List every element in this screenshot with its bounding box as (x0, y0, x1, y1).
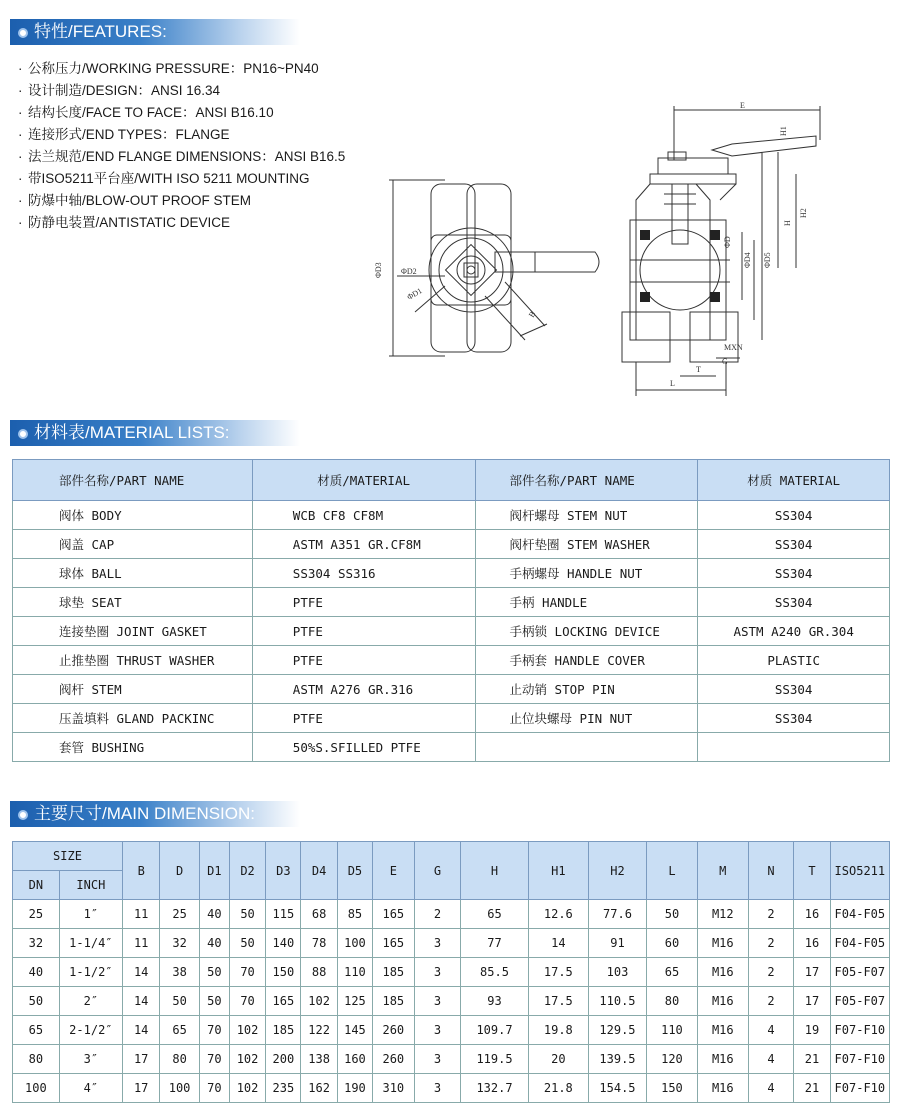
dimension-column-header: D2 (229, 842, 265, 900)
dimension-cell: 17 (123, 1074, 160, 1103)
dimension-cell: 50 (199, 987, 229, 1016)
dimension-cell: 85.5 (461, 958, 528, 987)
dimension-cell: 70 (199, 1016, 229, 1045)
bullet-dot-icon: · (18, 127, 23, 142)
dimension-cell: 25 (160, 900, 199, 929)
dimension-cell: 80 (13, 1045, 60, 1074)
dimension-cell: 2 (748, 958, 794, 987)
dimension-row (13, 987, 890, 1016)
dimension-cell: 19 (794, 1016, 830, 1045)
part-name-cell: 阀盖 CAP (13, 530, 253, 559)
bullet-dot-icon: · (18, 171, 23, 186)
dimension-cell: 11 (123, 900, 160, 929)
dimension-cell: 20 (528, 1045, 588, 1074)
dimension-cell: M16 (697, 1074, 748, 1103)
dimension-cell: F05-F07 (830, 958, 889, 987)
part-name-cell: 阀杆垫圈 STEM WASHER (475, 530, 698, 559)
dimension-cell: M16 (697, 1016, 748, 1045)
material-list-table (12, 459, 890, 762)
dimension-cell: M16 (697, 958, 748, 987)
dimension-cell: 1-1/4″ (59, 929, 122, 958)
d3-label: ΦD3 (374, 262, 383, 278)
size-header: SIZE (13, 842, 123, 871)
dimension-cell: 120 (647, 1045, 698, 1074)
mxn-label: MXN (724, 343, 743, 352)
dimension-cell: M16 (697, 987, 748, 1016)
material-row (13, 588, 890, 617)
dimension-cell: 21 (794, 1045, 830, 1074)
dimension-cell: 14 (123, 958, 160, 987)
dimension-cell: 68 (301, 900, 337, 929)
material-cell: SS304 (698, 704, 890, 733)
part-name-cell: 止动销 STOP PIN (475, 675, 698, 704)
dimension-cell: 260 (373, 1016, 415, 1045)
dimension-cell: 102 (229, 1016, 265, 1045)
bullet-dot-icon: · (18, 215, 23, 230)
dimension-cell: 65 (13, 1016, 60, 1045)
material-row (13, 733, 890, 762)
material-cell: WCB CF8 CF8M (252, 501, 475, 530)
dimension-row (13, 1074, 890, 1103)
dimension-cell: F05-F07 (830, 987, 889, 1016)
dimension-cell: 3 (414, 929, 461, 958)
dimension-cell: 65 (461, 900, 528, 929)
part-name-cell: 压盖填料 GLAND PACKINC (13, 704, 253, 733)
dimension-cell: 100 (337, 929, 372, 958)
column-header: 部件名称/PART NAME (475, 460, 698, 501)
dimension-cell: 40 (199, 900, 229, 929)
dimension-cell: 19.8 (528, 1016, 588, 1045)
dimension-cell: 132.7 (461, 1074, 528, 1103)
dimension-cell: 70 (229, 958, 265, 987)
part-name-cell: 手柄套 HANDLE COVER (475, 646, 698, 675)
material-cell: PLASTIC (698, 646, 890, 675)
main-dimension-table (12, 841, 890, 1103)
dimension-cell: 145 (337, 1016, 372, 1045)
dimension-cell: 3 (414, 1074, 461, 1103)
dimension-row (13, 958, 890, 987)
material-row (13, 704, 890, 733)
material-row (13, 501, 890, 530)
dimension-cell: 2 (748, 929, 794, 958)
dimension-cell: 3 (414, 1045, 461, 1074)
h-label: H (783, 220, 792, 226)
part-name-cell: 止位块螺母 PIN NUT (475, 704, 698, 733)
dimension-cell: 3 (414, 958, 461, 987)
dimension-cell: 14 (528, 929, 588, 958)
d4-label: ΦD4 (743, 252, 752, 268)
dimension-cell: 310 (373, 1074, 415, 1103)
part-name-cell: 球垫 SEAT (13, 588, 253, 617)
dimension-cell: F07-F10 (830, 1045, 889, 1074)
material-cell: SS304 (698, 530, 890, 559)
material-cell: PTFE (252, 588, 475, 617)
feature-item (18, 146, 345, 168)
h1-label: H1 (779, 126, 788, 136)
dimension-cell: 1″ (59, 900, 122, 929)
feature-text: 公称压力/WORKING PRESSURE：PN16~PN40 (28, 61, 319, 76)
dimension-column-header: E (373, 842, 415, 900)
valve-section-view-drawing (620, 100, 890, 400)
dimension-cell: 140 (266, 929, 301, 958)
dimension-cell: 93 (461, 987, 528, 1016)
part-name-cell: 手柄 HANDLE (475, 588, 698, 617)
dimension-cell: 40 (199, 929, 229, 958)
dimension-cell: 21 (794, 1074, 830, 1103)
dimension-column-header: D3 (266, 842, 301, 900)
dimension-cell: F04-F05 (830, 929, 889, 958)
part-name-cell: 阀杆 STEM (13, 675, 253, 704)
bullet-dot-icon: · (18, 149, 23, 164)
dimension-cell: 119.5 (461, 1045, 528, 1074)
dimensions-header: 主要尺寸/MAIN DIMENSION: (10, 801, 300, 827)
material-cell (698, 733, 890, 762)
dimension-header-row (13, 842, 890, 871)
dimension-cell: 110 (337, 958, 372, 987)
material-cell: ASTM A276 GR.316 (252, 675, 475, 704)
dimension-cell: 115 (266, 900, 301, 929)
dimension-column-header: T (794, 842, 830, 900)
dimension-cell: 14 (123, 987, 160, 1016)
material-row (13, 530, 890, 559)
dimension-cell: 4 (748, 1045, 794, 1074)
dimension-cell: 200 (266, 1045, 301, 1074)
dimension-column-header: B (123, 842, 160, 900)
right-flange (467, 184, 511, 352)
dimension-cell: 50 (229, 900, 265, 929)
features-header: 特性/FEATURES: (10, 19, 300, 45)
dimension-cell: 14 (123, 1016, 160, 1045)
dimension-column-header: D5 (337, 842, 372, 900)
dimension-cell: 32 (160, 929, 199, 958)
dimension-cell: M12 (697, 900, 748, 929)
dimension-cell: 17 (794, 958, 830, 987)
dimension-cell: 38 (160, 958, 199, 987)
bullet-circle-icon (18, 28, 28, 38)
dimension-cell: 102 (229, 1045, 265, 1074)
materials-header: 材料表/MATERIAL LISTS: (10, 420, 300, 446)
dimension-cell: 2 (748, 900, 794, 929)
bullet-circle-icon (18, 810, 28, 820)
dimension-cell: 77 (461, 929, 528, 958)
body-circle (429, 228, 513, 312)
bullet-dot-icon: · (18, 193, 23, 208)
material-cell: PTFE (252, 617, 475, 646)
column-header: 材质/MATERIAL (252, 460, 475, 501)
dimension-cell: 70 (229, 987, 265, 1016)
dimension-cell: 21.8 (528, 1074, 588, 1103)
dimension-cell: 11 (123, 929, 160, 958)
bullet-dot-icon: · (18, 83, 23, 98)
part-name-cell: 连接垫圈 JOINT GASKET (13, 617, 253, 646)
dimension-cell: M16 (697, 1045, 748, 1074)
dimension-row (13, 1016, 890, 1045)
material-cell: ASTM A240 GR.304 (698, 617, 890, 646)
material-cell: SS304 (698, 675, 890, 704)
material-cell: SS304 SS316 (252, 559, 475, 588)
dimension-cell: 3 (414, 1016, 461, 1045)
material-cell: SS304 (698, 501, 890, 530)
dimension-cell: 65 (160, 1016, 199, 1045)
dimension-cell: 138 (301, 1045, 337, 1074)
d5-label: ΦD5 (763, 252, 772, 268)
feature-text: 结构长度/FACE TO FACE：ANSI B16.10 (28, 105, 274, 120)
dimension-cell: 2 (748, 987, 794, 1016)
feature-item (18, 190, 345, 212)
features-list (18, 58, 345, 234)
g-label: G (722, 357, 728, 366)
dimension-column-header: ISO5211 (830, 842, 889, 900)
dimension-cell: 78 (301, 929, 337, 958)
dimension-cell: 17 (794, 987, 830, 1016)
dimension-cell: 139.5 (588, 1045, 646, 1074)
valve-top-view-drawing (375, 100, 620, 370)
b-label: B (526, 309, 538, 319)
dimension-cell: 50 (647, 900, 698, 929)
dimension-cell: 100 (160, 1074, 199, 1103)
left-flange (431, 184, 475, 352)
dimension-column-header: H2 (588, 842, 646, 900)
feature-item (18, 102, 345, 124)
feature-text: 防静电装置/ANTISTATIC DEVICE (28, 215, 231, 230)
dimension-column-header: N (748, 842, 794, 900)
material-cell: PTFE (252, 646, 475, 675)
feature-item (18, 124, 345, 146)
dimension-cell: 165 (373, 900, 415, 929)
material-cell: SS304 (698, 559, 890, 588)
dimension-row (13, 929, 890, 958)
dimension-column-header: H (461, 842, 528, 900)
bullet-dot-icon: · (18, 61, 23, 76)
dimension-cell: 50 (13, 987, 60, 1016)
inch-header: INCH (59, 871, 122, 900)
material-row (13, 646, 890, 675)
material-cell: 50%S.SFILLED PTFE (252, 733, 475, 762)
dimension-cell: 102 (301, 987, 337, 1016)
ball (640, 230, 720, 310)
material-row (13, 559, 890, 588)
dimension-cell: 88 (301, 958, 337, 987)
material-cell: ASTM A351 GR.CF8M (252, 530, 475, 559)
dimension-column-header: D4 (301, 842, 337, 900)
dimension-cell: 150 (647, 1074, 698, 1103)
dimension-cell: 80 (647, 987, 698, 1016)
dimension-cell: 109.7 (461, 1016, 528, 1045)
dimension-row (13, 1045, 890, 1074)
dimension-cell: 2 (414, 900, 461, 929)
dimension-cell: 122 (301, 1016, 337, 1045)
dimension-cell: 162 (301, 1074, 337, 1103)
dimension-cell: 110.5 (588, 987, 646, 1016)
dimension-cell: 17.5 (528, 987, 588, 1016)
feature-text: 防爆中轴/BLOW-OUT PROOF STEM (28, 193, 252, 208)
dimension-cell: 25 (13, 900, 60, 929)
dimension-cell: 185 (373, 987, 415, 1016)
material-cell: SS304 (698, 588, 890, 617)
dimension-column-header: D (160, 842, 199, 900)
dimension-cell: 2″ (59, 987, 122, 1016)
feature-item (18, 58, 345, 80)
dimension-cell: 103 (588, 958, 646, 987)
dimension-cell: 260 (373, 1045, 415, 1074)
dimension-cell: M16 (697, 929, 748, 958)
dimension-cell: F07-F10 (830, 1016, 889, 1045)
dimension-cell: 3 (414, 987, 461, 1016)
dimension-cell: 80 (160, 1045, 199, 1074)
dn-header: DN (13, 871, 60, 900)
dimension-cell: 100 (13, 1074, 60, 1103)
part-name-cell: 球体 BALL (13, 559, 253, 588)
dimension-cell: 16 (794, 900, 830, 929)
dimension-cell: 32 (13, 929, 60, 958)
dimension-cell: 65 (647, 958, 698, 987)
dimension-cell: 110 (647, 1016, 698, 1045)
d1-label: ΦD1 (405, 286, 424, 302)
h2-label: H2 (799, 208, 808, 218)
part-name-cell (475, 733, 698, 762)
feature-item (18, 212, 345, 234)
t-label: T (696, 365, 701, 374)
dimension-cell: 70 (199, 1045, 229, 1074)
dimension-cell: 165 (373, 929, 415, 958)
part-name-cell: 手柄锁 LOCKING DEVICE (475, 617, 698, 646)
dimension-cell: 125 (337, 987, 372, 1016)
dimension-cell: 160 (337, 1045, 372, 1074)
dimension-cell: 235 (266, 1074, 301, 1103)
d2-label: ΦD2 (401, 267, 417, 276)
dimension-cell: 12.6 (528, 900, 588, 929)
mounting-square (446, 245, 497, 296)
part-name-cell: 手柄螺母 HANDLE NUT (475, 559, 698, 588)
dimension-cell: 190 (337, 1074, 372, 1103)
dimension-cell: 2-1/2″ (59, 1016, 122, 1045)
dimension-cell: 185 (266, 1016, 301, 1045)
part-name-cell: 套管 BUSHING (13, 733, 253, 762)
dimension-column-header: L (647, 842, 698, 900)
dimension-cell: 102 (229, 1074, 265, 1103)
feature-item (18, 80, 345, 102)
dimension-cell: 60 (647, 929, 698, 958)
dimension-cell: 16 (794, 929, 830, 958)
dimension-cell: 40 (13, 958, 60, 987)
dimension-cell: 77.6 (588, 900, 646, 929)
column-header: 材质 MATERIAL (698, 460, 890, 501)
dimension-cell: 1-1/2″ (59, 958, 122, 987)
dimension-cell: 50 (199, 958, 229, 987)
dimension-cell: 4 (748, 1016, 794, 1045)
dimension-column-header: D1 (199, 842, 229, 900)
dimension-cell: 17.5 (528, 958, 588, 987)
material-table-header-row (13, 460, 890, 501)
l-label: L (670, 379, 675, 388)
dimension-column-header: M (697, 842, 748, 900)
dimension-cell: F04-F05 (830, 900, 889, 929)
dimension-cell: 50 (160, 987, 199, 1016)
dimension-cell: F07-F10 (830, 1074, 889, 1103)
feature-text: 设计制造/DESIGN：ANSI 16.34 (28, 83, 221, 98)
body-outline (636, 184, 710, 340)
e-label: E (740, 101, 745, 110)
feature-item (18, 168, 345, 190)
handle-side (712, 136, 816, 156)
dimension-column-header: G (414, 842, 461, 900)
dimension-cell: 17 (123, 1045, 160, 1074)
material-cell: PTFE (252, 704, 475, 733)
feature-text: 法兰规范/END FLANGE DIMENSIONS：ANSI B16.5 (28, 149, 346, 164)
dimension-cell: 150 (266, 958, 301, 987)
right-end-flange (690, 312, 738, 362)
dimension-cell: 91 (588, 929, 646, 958)
column-header: 部件名称/PART NAME (13, 460, 253, 501)
dimension-cell: 154.5 (588, 1074, 646, 1103)
part-name-cell: 止推垫圈 THRUST WASHER (13, 646, 253, 675)
bullet-circle-icon (18, 429, 28, 439)
part-name-cell: 阀体 BODY (13, 501, 253, 530)
dimension-column-header: H1 (528, 842, 588, 900)
dimension-cell: 85 (337, 900, 372, 929)
dimension-cell: 129.5 (588, 1016, 646, 1045)
bullet-dot-icon: · (18, 105, 23, 120)
dimension-cell: 165 (266, 987, 301, 1016)
d-label: ΦD (723, 236, 732, 248)
material-row (13, 617, 890, 646)
dimension-cell: 3″ (59, 1045, 122, 1074)
left-end-flange (622, 312, 670, 362)
material-row (13, 675, 890, 704)
dimension-cell: 185 (373, 958, 415, 987)
feature-text: 连接形式/END TYPES：FLANGE (28, 127, 230, 142)
dimension-cell: 50 (229, 929, 265, 958)
dimension-row (13, 900, 890, 929)
dimension-cell: 70 (199, 1074, 229, 1103)
dimension-cell: 4 (748, 1074, 794, 1103)
feature-text: 带ISO5211平台座/WITH ISO 5211 MOUNTING (28, 171, 310, 186)
dimension-cell: 4″ (59, 1074, 122, 1103)
part-name-cell: 阀杆螺母 STEM NUT (475, 501, 698, 530)
